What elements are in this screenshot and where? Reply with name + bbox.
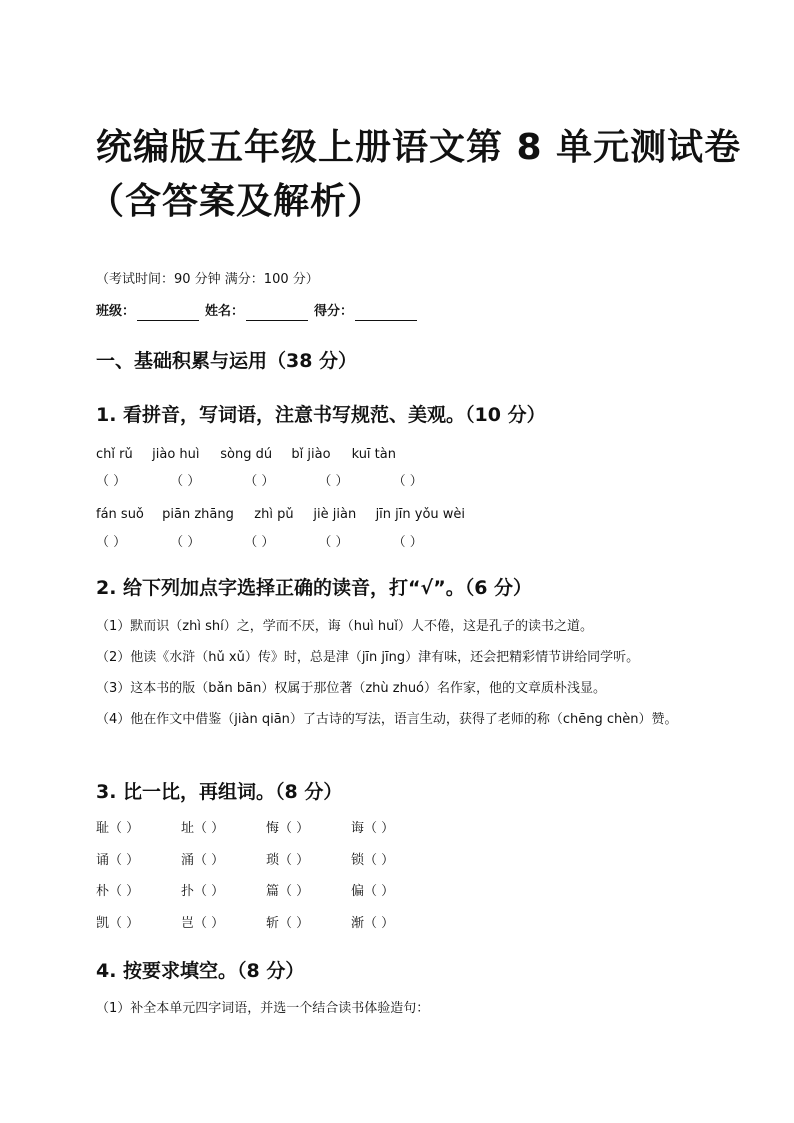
- compare-cell[interactable]: 琐（ ）: [266, 853, 310, 868]
- answer-blank[interactable]: （ ）: [244, 535, 275, 550]
- pinyin-item: jiè jiàn: [313, 507, 357, 522]
- q2-item-3: （3）这本书的版（bǎn bān）权属于那位著（zhù zhuó）名作家，他的文章质朴浅显。: [96, 681, 607, 696]
- answer-row-2: [96, 534, 423, 552]
- answer-blank[interactable]: （ ）: [96, 535, 127, 550]
- q3-row-4: [96, 915, 436, 933]
- class-blank[interactable]: [137, 308, 199, 321]
- exam-meta: （考试时间：90 分钟 满分：100 分）: [96, 272, 319, 287]
- q3-row-1: [96, 820, 436, 838]
- compare-cell[interactable]: 斩（ ）: [266, 916, 310, 931]
- compare-cell[interactable]: 耻（ ）: [96, 821, 140, 836]
- compare-cell[interactable]: 诲（ ）: [351, 821, 395, 836]
- pinyin-item: jiào huì: [152, 447, 200, 462]
- compare-cell[interactable]: 锁（ ）: [351, 853, 395, 868]
- pinyin-item: zhì pǔ: [254, 507, 294, 522]
- q2-item-2: （2）他读《水浒（hǔ xǔ）传》时，总是津（jīn jīng）津有味，还会把精彩情节讲给同学听。: [96, 650, 640, 665]
- exam-subtitle: （含答案及解析）: [88, 181, 385, 222]
- answer-blank[interactable]: （ ）: [392, 474, 423, 489]
- compare-cell[interactable]: 岂（ ）: [181, 916, 225, 931]
- compare-cell[interactable]: 凯（ ）: [96, 916, 140, 931]
- compare-cell[interactable]: 篇（ ）: [266, 884, 310, 899]
- q2-item-4: （4）他在作文中借鉴（jiàn qiān）了古诗的写法，语言生动，获得了老师的称（chēng chèn）赞。: [96, 712, 678, 727]
- student-info-row: [96, 303, 423, 321]
- compare-cell[interactable]: 偏（ ）: [351, 884, 395, 899]
- answer-blank[interactable]: （ ）: [244, 474, 275, 489]
- pinyin-row-1: [96, 446, 396, 464]
- pinyin-item: bǐ jiào: [291, 447, 331, 462]
- compare-cell[interactable]: 诵（ ）: [96, 853, 140, 868]
- compare-cell[interactable]: 扑（ ）: [181, 884, 225, 899]
- compare-cell[interactable]: 址（ ）: [181, 821, 225, 836]
- answer-row-1: [96, 473, 423, 491]
- answer-blank[interactable]: （ ）: [96, 474, 127, 489]
- answer-blank[interactable]: （ ）: [318, 474, 349, 489]
- question-4-heading: 4. 按要求填空。（8 分）: [96, 960, 305, 982]
- q4-item-1: （1）补全本单元四字词语，并选一个结合读书体验造句：: [96, 1001, 430, 1016]
- pinyin-item: chǐ rǔ: [96, 447, 133, 462]
- class-label: 班级：: [96, 304, 136, 319]
- name-label: 姓名：: [205, 304, 245, 319]
- score-blank[interactable]: [355, 308, 417, 321]
- question-3-heading: 3. 比一比，再组词。（8 分）: [96, 781, 343, 803]
- pinyin-item: sòng dú: [220, 447, 273, 462]
- compare-cell[interactable]: 涌（ ）: [181, 853, 225, 868]
- score-label: 得分：: [314, 304, 354, 319]
- answer-blank[interactable]: （ ）: [392, 535, 423, 550]
- compare-cell[interactable]: 悔（ ）: [266, 821, 310, 836]
- answer-blank[interactable]: （ ）: [170, 535, 201, 550]
- q2-item-1: （1）默而识（zhì shí）之，学而不厌，诲（huì huǐ）人不倦，这是孔子的读书之道。: [96, 619, 594, 634]
- pinyin-item: piān zhāng: [162, 507, 234, 522]
- compare-cell[interactable]: 渐（ ）: [351, 916, 395, 931]
- pinyin-item: fán suǒ: [96, 507, 144, 522]
- exam-title: 统编版五年级上册语文第 8 单元测试卷: [96, 127, 742, 168]
- section-heading: 一、基础积累与运用（38 分）: [96, 350, 358, 372]
- pinyin-row-2: [96, 506, 465, 524]
- q3-row-2: [96, 852, 436, 870]
- q3-row-3: [96, 883, 436, 901]
- name-blank[interactable]: [246, 308, 308, 321]
- pinyin-item: kuī tàn: [351, 447, 396, 462]
- question-1-heading: 1. 看拼音，写词语，注意书写规范、美观。（10 分）: [96, 404, 546, 426]
- answer-blank[interactable]: （ ）: [170, 474, 201, 489]
- compare-cell[interactable]: 朴（ ）: [96, 884, 140, 899]
- question-2-heading: 2. 给下列加点字选择正确的读音，打“√”。（6 分）: [96, 577, 533, 599]
- answer-blank[interactable]: （ ）: [318, 535, 349, 550]
- pinyin-item: jīn jīn yǒu wèi: [375, 507, 466, 522]
